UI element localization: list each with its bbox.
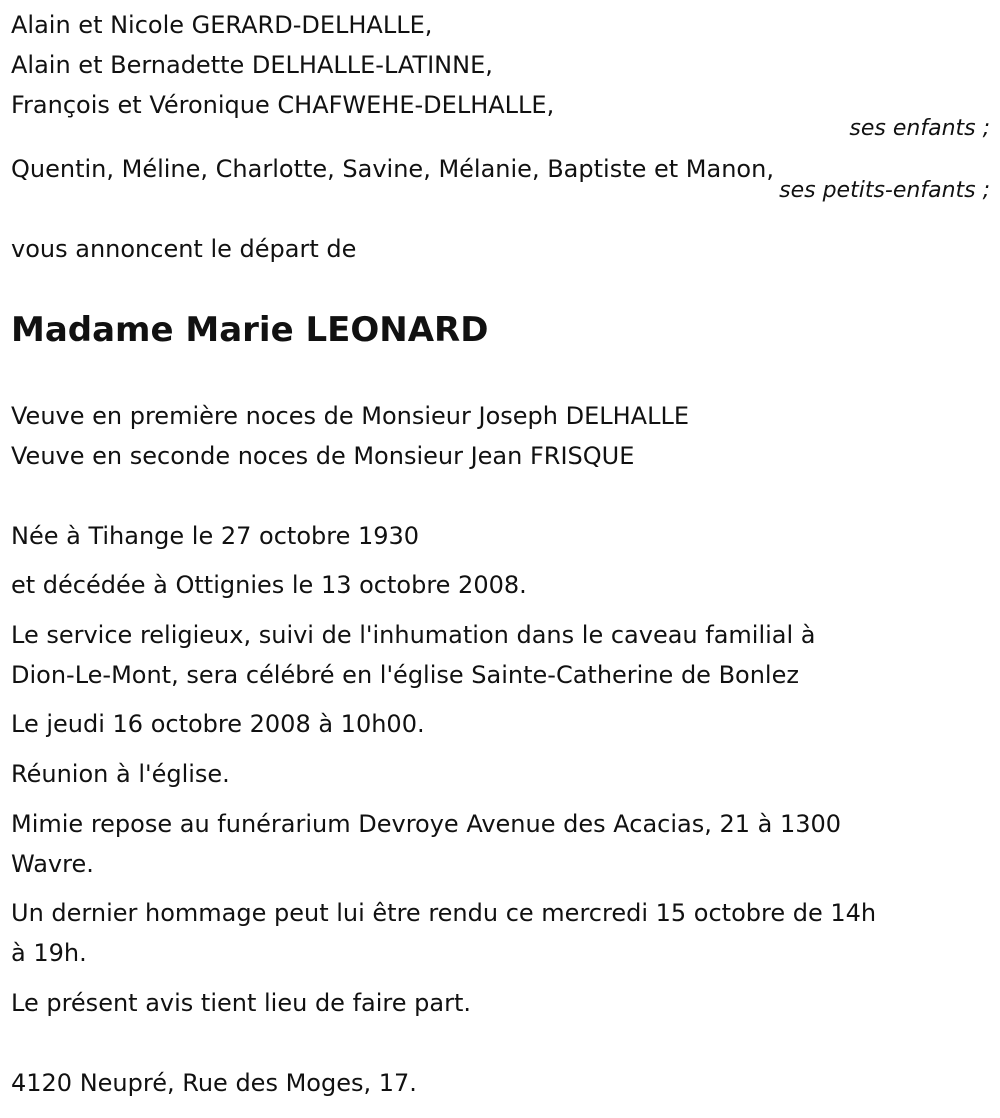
- widowhood-second: Veuve en seconde noces de Monsieur Jean FRISQUE: [11, 442, 635, 470]
- grandchildren-names: Quentin, Méline, Charlotte, Savine, Mélanie, Baptiste et Manon,: [11, 155, 774, 183]
- service-date: Le jeudi 16 octobre 2008 à 10h00.: [11, 710, 425, 738]
- birth-info: Née à Tihange le 27 octobre 1930: [11, 522, 420, 550]
- widowhood-first: Veuve en première noces de Monsieur Joseph DELHALLE: [11, 402, 689, 430]
- meeting-info: Réunion à l'église.: [11, 760, 230, 788]
- tribute-info-line-1: Un dernier hommage peut lui être rendu ce mercredi 15 octobre de 14h: [11, 899, 877, 927]
- announcement-text: vous annoncent le départ de: [11, 235, 357, 263]
- child-family-1: Alain et Nicole GERARD-DELHALLE,: [11, 11, 433, 39]
- grandchildren-label: ses petits-enfants ;: [779, 178, 990, 203]
- child-family-2: Alain et Bernadette DELHALLE-LATINNE,: [11, 51, 493, 79]
- service-info-line-2: Dion-Le-Mont, sera célébré en l'église Sainte-Catherine de Bonlez: [11, 661, 799, 689]
- children-label: ses enfants ;: [849, 116, 990, 141]
- rest-info-line-2: Wavre.: [11, 850, 94, 878]
- notice-info: Le présent avis tient lieu de faire part.: [11, 989, 471, 1017]
- child-family-3: François et Véronique CHAFWEHE-DELHALLE,: [11, 91, 555, 119]
- tribute-info-line-2: à 19h.: [11, 939, 87, 967]
- death-info: et décédée à Ottignies le 13 octobre 2008.: [11, 571, 527, 599]
- rest-info-line-1: Mimie repose au funérarium Devroye Avenue des Acacias, 21 à 1300: [11, 810, 842, 838]
- family-address: 4120 Neupré, Rue des Moges, 17.: [11, 1069, 417, 1097]
- service-info-line-1: Le service religieux, suivi de l'inhumation dans le caveau familial à: [11, 621, 816, 649]
- deceased-name: Madame Marie LEONARD: [11, 310, 489, 350]
